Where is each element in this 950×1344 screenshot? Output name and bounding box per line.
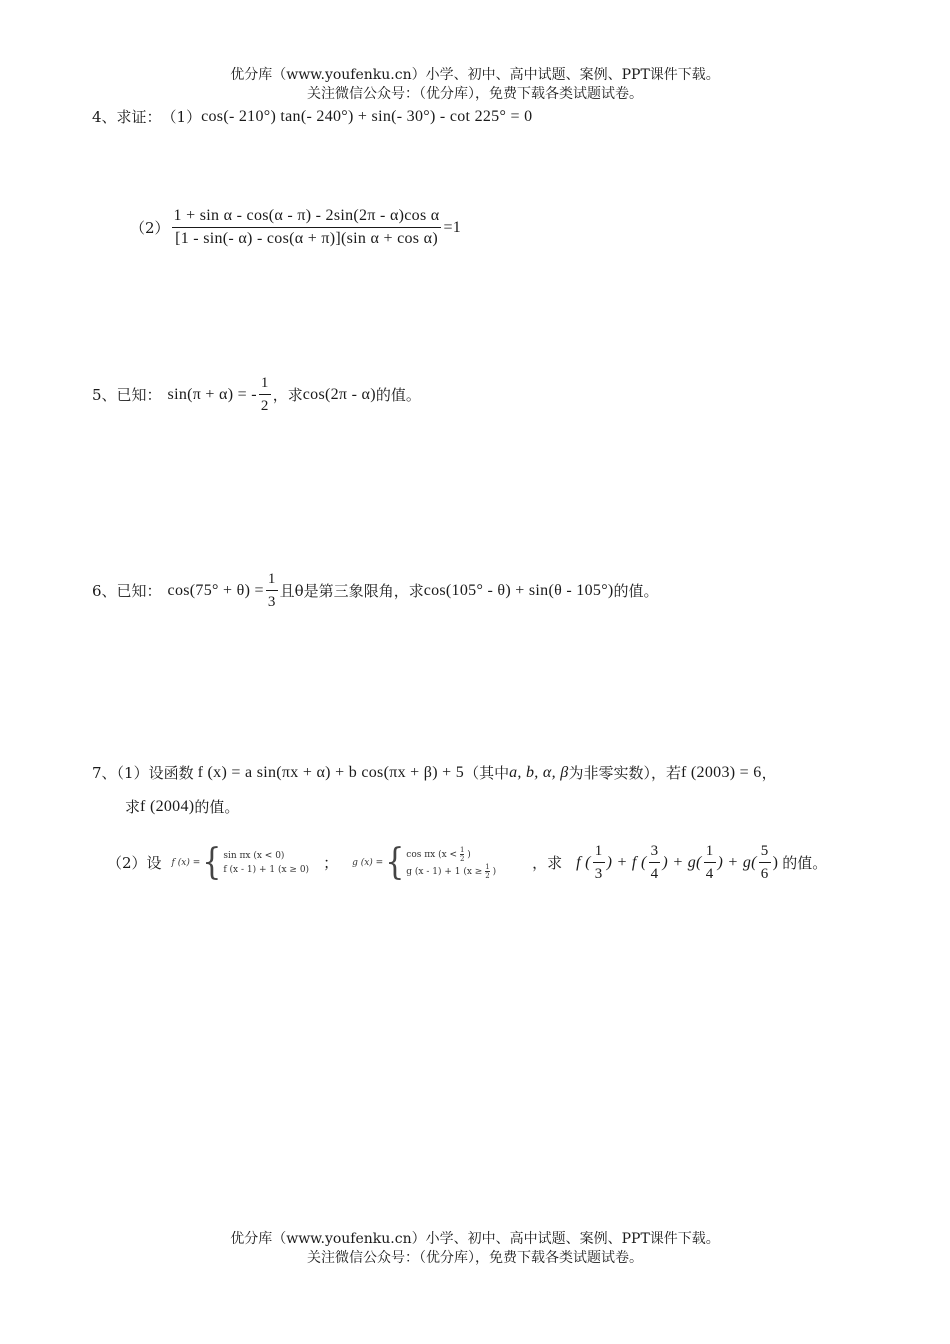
- fraction-numerator: 1: [266, 570, 278, 591]
- sum-term-1-fraction: [593, 842, 605, 883]
- question-7-part2: [107, 842, 827, 883]
- close-paren: ): [467, 849, 471, 860]
- piecewise-g-case1: [406, 846, 496, 863]
- fraction-denominator: 6: [760, 866, 769, 882]
- fraction-denominator: 2: [260, 398, 269, 414]
- question-7-part2-tail: 的值。: [782, 854, 828, 872]
- sum-close-paren: ): [772, 853, 779, 871]
- question-7-label: 7、（1）设函数: [92, 764, 194, 782]
- fraction-denominator: 3: [267, 594, 276, 610]
- piecewise-f: [171, 840, 310, 883]
- question-7-line1: [92, 762, 777, 783]
- piecewise-g-case1-text: cos πx (x <: [406, 849, 458, 860]
- piecewise-g-cases: [406, 846, 496, 880]
- fraction-numerator: 5: [759, 842, 771, 863]
- question-7-given: f (2003) = 6: [681, 763, 762, 781]
- sum-term-1-prefix: f (: [576, 853, 591, 871]
- question-5-tail: 的值。: [375, 386, 421, 404]
- question-6-fraction: [266, 570, 278, 611]
- question-5-target: cos(2π - α): [302, 385, 376, 403]
- piecewise-f-cases: [223, 849, 309, 877]
- question-6-condition: 且θ是第三象限角，求: [279, 582, 424, 600]
- fraction-numerator: 1: [593, 842, 605, 863]
- fraction-denominator: 2: [485, 871, 490, 880]
- question-4-label: 4、求证：: [92, 108, 162, 126]
- half-fraction: [485, 863, 489, 880]
- question-7-function: f (x) = a sin(πx + α) + b cos(πx + β) + 5: [197, 763, 465, 781]
- question-4-part1-label: （1）: [161, 108, 202, 126]
- question-7-line2: [125, 796, 239, 817]
- question-7-paren: （其中: [464, 764, 510, 782]
- left-brace-icon: {: [202, 840, 222, 883]
- question-7-part2-ask: ，求: [532, 854, 563, 872]
- question-5-fraction: [259, 374, 271, 415]
- fraction-denominator: 4: [705, 866, 714, 882]
- page-header-line1: 优分库（www.youfenku.cn）小学、初中、高中试题、案例、PPT课件下载。: [230, 67, 720, 83]
- fraction-numerator: 1: [704, 842, 716, 863]
- question-5-expression: sin(π + α) = -: [167, 385, 257, 403]
- fraction-numerator: 1: [485, 862, 490, 871]
- piecewise-separator: ；: [323, 854, 339, 872]
- piecewise-f-case2: f (x - 1) + 1 (x ≥ 0): [223, 864, 310, 875]
- question-7-line2-tail: 的值。: [194, 798, 240, 816]
- question-4-part2-label: （2）: [130, 219, 170, 237]
- question-4-part2-fraction: [172, 207, 442, 248]
- question-7-part2-label: （2）设: [107, 854, 162, 872]
- piecewise-f-name: f (x) =: [171, 857, 201, 868]
- fraction-numerator: 3: [649, 842, 661, 863]
- question-5-mid: ，求: [272, 386, 303, 404]
- question-6-target: cos(105° - θ) + sin(θ - 105°): [423, 581, 614, 599]
- question-4-line1: [92, 106, 532, 127]
- question-6-tail: 的值。: [613, 582, 659, 600]
- piecewise-g-case2-text: g (x - 1) + 1 (x ≥: [406, 866, 483, 877]
- sum-term-2-fraction: [649, 842, 661, 883]
- fraction-denominator: 3: [594, 866, 603, 882]
- question-5: [92, 374, 421, 415]
- sum-term-2-prefix: ) + f (: [606, 853, 647, 871]
- fraction-denominator: [1 - sin(- α) - cos(α + π)](sin α + cos α): [175, 230, 438, 247]
- sum-term-3-fraction: [704, 842, 716, 883]
- question-4-line2: [130, 207, 461, 248]
- question-7-line2-target: f (2004): [140, 797, 195, 815]
- question-7-params: a, b, α, β: [509, 763, 569, 781]
- question-7-comma: ，: [761, 764, 777, 782]
- page-footer-line1: 优分库（www.youfenku.cn）小学、初中、高中试题、案例、PPT课件下载。: [230, 1231, 720, 1247]
- question-7-part2-sum: [576, 842, 778, 883]
- fraction-numerator: 1 + sin α - cos(α - π) - 2sin(2π - α)cos α: [172, 207, 442, 228]
- question-6: [92, 570, 659, 611]
- page-footer-line2: 关注微信公众号：（优分库），免费下载各类试题试卷。: [307, 1250, 643, 1266]
- question-7-paren-tail: 为非零实数），若: [568, 764, 681, 782]
- page-header-line2: 关注微信公众号：（优分库），免费下载各类试题试卷。: [307, 86, 643, 102]
- fraction-numerator: 1: [259, 374, 271, 395]
- piecewise-f-case1: sin πx (x < 0): [223, 850, 285, 861]
- fraction-denominator: 4: [650, 866, 659, 882]
- sum-term-4-prefix: ) + g(: [717, 853, 757, 871]
- question-4-part1-expression: cos(- 210°) tan(- 240°) + sin(- 30°) - cot 225° = 0: [201, 107, 533, 125]
- left-brace-icon: {: [385, 840, 405, 883]
- question-6-expression: cos(75° + θ) =: [167, 581, 264, 599]
- half-fraction: [460, 846, 464, 863]
- fraction-numerator: 1: [459, 845, 465, 854]
- close-paren: ): [492, 866, 497, 877]
- question-6-label: 6、已知：: [92, 582, 162, 600]
- sum-term-4-fraction: [759, 842, 771, 883]
- fraction-denominator: 2: [459, 854, 465, 863]
- piecewise-g-case2: [406, 863, 496, 880]
- question-7-line2-pre: 求: [125, 798, 141, 816]
- question-5-label: 5、已知：: [92, 386, 162, 404]
- sum-term-3-prefix: ) + g(: [662, 853, 702, 871]
- question-4-part2-rhs: =1: [443, 218, 462, 236]
- piecewise-g-name: g (x) =: [352, 857, 384, 868]
- piecewise-g: [352, 840, 497, 883]
